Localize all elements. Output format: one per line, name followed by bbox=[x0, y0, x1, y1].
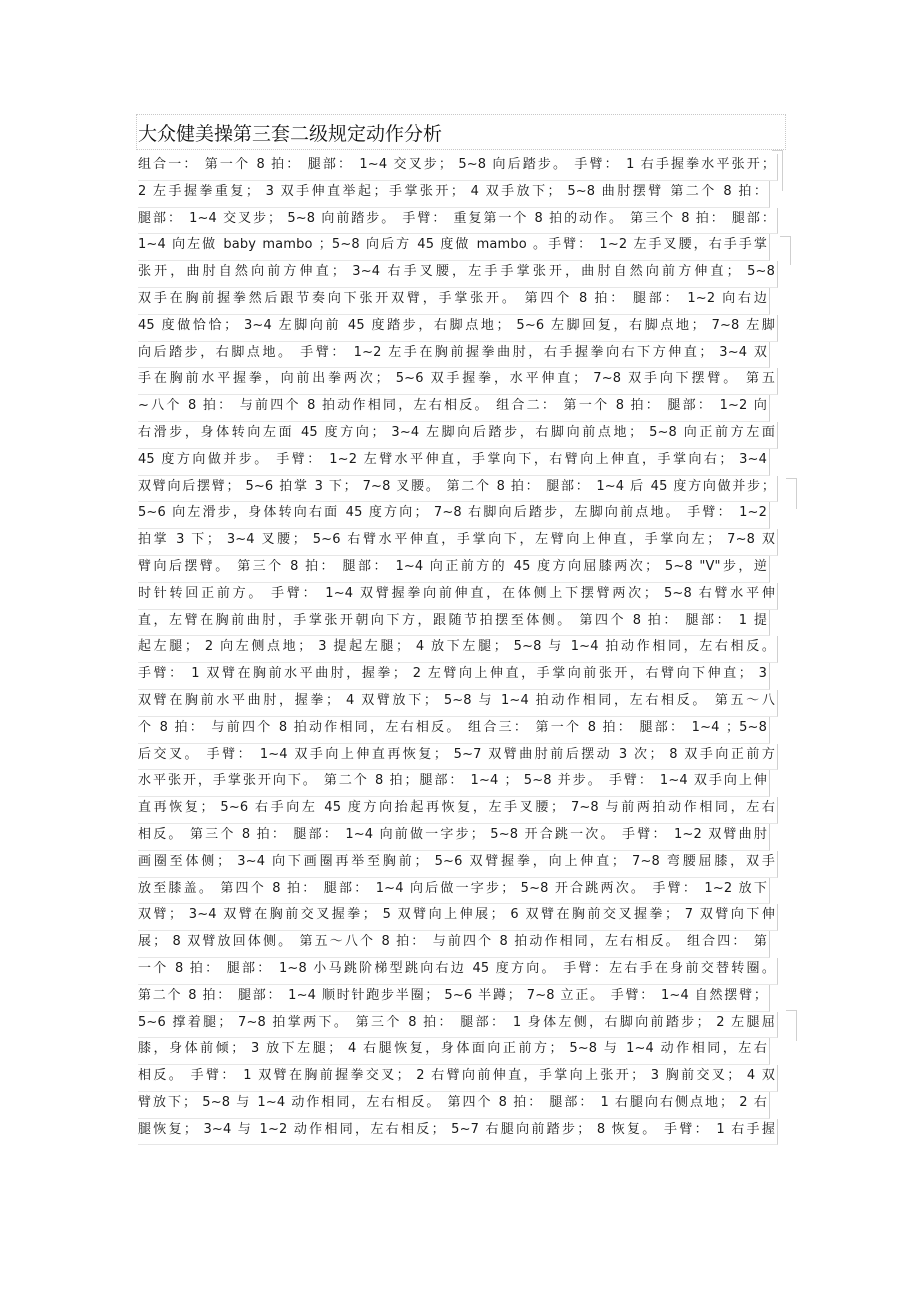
text-line: 第二个 8 拍： 腿部： 1~4 顺时针跑步半圈； 5~6 半蹲； 7~8 立正。 手臂： 1~4 自然摆臂； bbox=[138, 985, 770, 1012]
document-body bbox=[138, 154, 778, 1145]
text-line: 5~6 撑着腿； 7~8 拍掌两下。 第三个 8 拍： 腿部： 1 身体左侧，右脚向前踏步； 2 左腿屈 bbox=[138, 1012, 778, 1039]
margin-mark bbox=[786, 1010, 797, 1041]
text-line: 一个 8 拍： 腿部： 1~8 小马跳阶梯型跳向右边 45 度方向。 手臂：左右手在身前交替转圈。 bbox=[138, 958, 778, 985]
text-line: 膝，身体前倾； 3 放下左腿； 4 右腿恢复，身体面向正前方； 5~8 与 1~4 动作相同，左右 bbox=[138, 1038, 770, 1065]
text-line: 直再恢复； 5~6 右手向左 45 度方向抬起再恢复，左手叉腰； 7~8 与前两拍动作相同，左右 bbox=[138, 797, 778, 824]
text-line: 45 度做恰恰； 3~4 左脚向前 45 度踏步，右脚点地； 5~6 左脚回复，右脚点地； 7~8 左脚 bbox=[138, 315, 778, 342]
text-line: 双臂； 3~4 双臂在胸前交叉握拳； 5 双臂向上伸展； 6 双臂在胸前交叉握拳； 7 双臂向下伸 bbox=[138, 904, 778, 931]
text-line: 放至膝盖。 第四个 8 拍： 腿部： 1~4 向后做一字步； 5~8 开合跳两次。 手臂： 1~2 放下 bbox=[138, 878, 770, 905]
text-line: 臂向后摆臂。 第三个 8 拍： 腿部： 1~4 向正前方的 45 度方向屈膝两次； 5~8 "V"步，逆 bbox=[138, 556, 770, 583]
text-line: 后交叉。 手臂： 1~4 双手向上伸直再恢复； 5~7 双臂曲肘前后摆动 3 次； 8 双手向正前方 bbox=[138, 744, 778, 771]
document-title: 大众健美操第三套二级规定动作分析 bbox=[138, 123, 443, 145]
text-line: 双臂在胸前水平曲肘，握拳； 4 双臂放下； 5~8 与 1~4 拍动作相同，左右相反。 第五～八 bbox=[138, 690, 778, 717]
text-line: 拍掌 3 下； 3~4 叉腰； 5~6 右臂水平伸直，手掌向下，左臂向上伸直，手掌向左； 7~8 双 bbox=[138, 529, 778, 556]
margin-mark bbox=[780, 236, 791, 265]
text-line: 相反。 手臂： 1 双臂在胸前握拳交叉； 2 右臂向前伸直，手掌向上张开； 3 胸前交叉； 4 双 bbox=[138, 1065, 778, 1092]
text-line: 张开，曲肘自然向前方伸直； 3~4 右手叉腰，左手手掌张开，曲肘自然向前方伸直； 5~8 bbox=[138, 261, 778, 288]
text-line: 画圈至体侧； 3~4 向下画圈再举至胸前； 5~6 双臂握拳，向上伸直； 7~8 弯腰屈膝，双手 bbox=[138, 851, 778, 878]
text-line: 双手在胸前握拳然后跟节奏向下张开双臂，手掌张开。 第四个 8 拍： 腿部： 1~2 向右边 bbox=[138, 288, 770, 315]
text-line: 起左腿； 2 向左侧点地； 3 提起左腿； 4 放下左腿； 5~8 与 1~4 拍动作相同，左右相反。 bbox=[138, 636, 778, 663]
text-line: 臂放下； 5~8 与 1~4 动作相同，左右相反。 第四个 8 拍： 腿部： 1 右腿向右侧点地； 2 右 bbox=[138, 1092, 770, 1119]
text-line: 腿恢复； 3~4 与 1~2 动作相同，左右相反； 5~7 右腿向前踏步； 8 恢复。 手臂： 1 右手握 bbox=[138, 1119, 778, 1146]
text-line: 个 8 拍： 与前四个 8 拍动作相同，左右相反。 组合三： 第一个 8 拍： 腿部： 1~4 ；5~8 bbox=[138, 717, 770, 744]
text-line: 组合一： 第一个 8 拍： 腿部： 1~4 交叉步； 5~8 向后踏步。 手臂： 1 右手握拳水平张开； bbox=[138, 154, 778, 181]
margin-mark bbox=[786, 478, 797, 509]
text-line: 水平张开，手掌张开向下。 第二个 8 拍；腿部： 1~4 ； 5~8 并步。 手臂： 1~4 双手向上伸 bbox=[138, 770, 770, 797]
text-line: 45 度方向做并步。 手臂： 1~2 左臂水平伸直，手掌向下，右臂向上伸直，手掌向右； 3~4 bbox=[138, 449, 770, 476]
text-line: 腿部： 1~4 交叉步； 5~8 向前踏步。 手臂： 重复第一个 8 拍的动作。 第三个 8 拍： 腿部： bbox=[138, 208, 778, 235]
text-line: 时针转回正前方。 手臂： 1~4 双臂握拳向前伸直，在体侧上下摆臂两次； 5~8 右臂水平伸 bbox=[138, 583, 778, 610]
text-line: 向后踏步，右脚点地。 手臂： 1~2 左手在胸前握拳曲肘，右手握拳向右下方伸直； 3~4 双 bbox=[138, 342, 770, 369]
text-line: 手臂： 1 双臂在胸前水平曲肘，握拳； 2 左臂向上伸直，手掌向前张开，右臂向下伸直； 3 bbox=[138, 663, 770, 690]
text-line: 1~4 向左做 baby mambo ；5~8 向后方 45 度做 mambo 。手臂： 1~2 左手叉腰，右手手掌 bbox=[138, 234, 770, 261]
text-line: 手在胸前水平握拳，向前出拳两次； 5~6 双手握拳，水平伸直； 7~8 双手向下摆臂。 第五 bbox=[138, 368, 778, 395]
text-line: ~八个 8 拍： 与前四个 8 拍动作相同，左右相反。 组合二： 第一个 8 拍： 腿部： 1~2 向 bbox=[138, 395, 770, 422]
text-line: 右滑步，身体转向左面 45 度方向； 3~4 左脚向后踏步，右脚向前点地； 5~8 向正前方左面 bbox=[138, 422, 778, 449]
text-line: 2 左手握拳重复； 3 双手伸直举起；手掌张开； 4 双手放下； 5~8 曲肘摆臂 第二个 8 拍： bbox=[138, 181, 770, 208]
text-line: 直，左臂在胸前曲肘，手掌张开朝向下方，跟随节拍摆至体侧。 第四个 8 拍： 腿部： 1 提 bbox=[138, 610, 770, 637]
text-line: 双臂向后摆臂； 5~6 拍掌 3 下； 7~8 叉腰。 第二个 8 拍： 腿部： 1~4 后 45 度方向做并步； bbox=[138, 476, 778, 503]
text-line: 展； 8 双臂放回体侧。 第五～八个 8 拍： 与前四个 8 拍动作相同，左右相反。 组合四： 第 bbox=[138, 931, 770, 958]
text-line: 5~6 向左滑步，身体转向右面 45 度方向； 7~8 右脚向后踏步，左脚向前点地。 手臂： 1~2 bbox=[138, 502, 770, 529]
margin-mark bbox=[772, 150, 783, 191]
text-line: 相反。 第三个 8 拍： 腿部： 1~4 向前做一字步； 5~8 开合跳一次。 手臂： 1~2 双臂曲肘 bbox=[138, 824, 770, 851]
